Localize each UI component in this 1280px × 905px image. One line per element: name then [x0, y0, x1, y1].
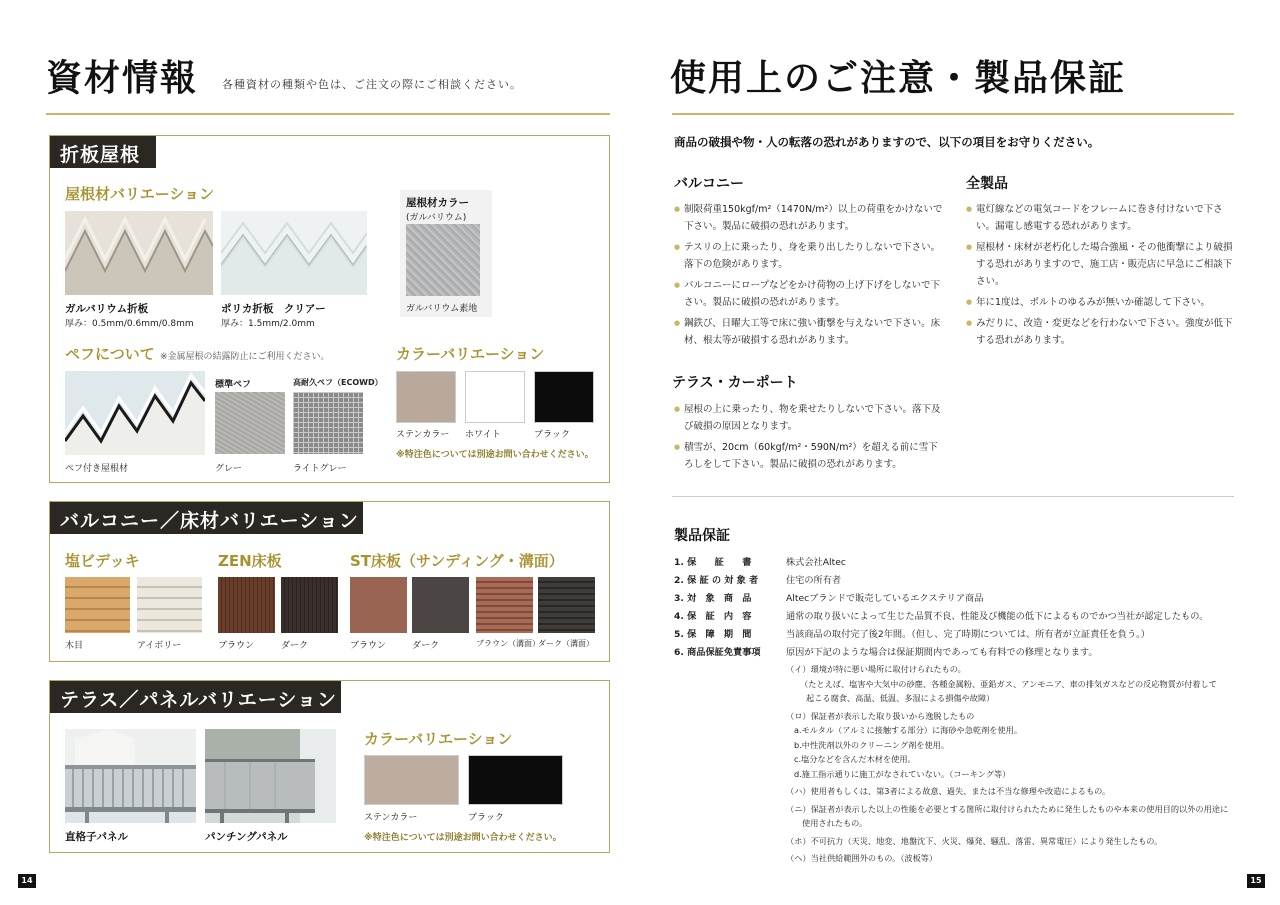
zen-brown-swatch	[218, 577, 275, 633]
panel-name: パンチングパネル	[205, 831, 288, 843]
caution-list	[674, 401, 946, 473]
caution-list	[674, 201, 946, 349]
exclusion-item: a.モルタル（アルミに接触する部分）に海砂や急乾剤を使用。	[794, 725, 1023, 735]
roof-variation-title: 屋根材バリエーション	[65, 185, 215, 203]
deck-wood-swatch	[65, 577, 130, 633]
black-color-swatch	[468, 755, 563, 805]
warranty-row	[674, 609, 1234, 625]
pef-caption: ライトグレー	[293, 464, 347, 474]
warranty-row	[674, 573, 1234, 589]
pef-top: 高耐久ペフ（ECOWD）	[293, 378, 383, 387]
warranty-title: 製品保証	[674, 528, 730, 544]
floor-group-title: ST床板（サンディング・溝面）	[350, 552, 564, 570]
warranty-table	[674, 555, 1234, 661]
warranty-row	[674, 627, 1234, 643]
exclusion-item: （ヘ）当社供給範囲外のもの。（波板等）	[786, 853, 938, 863]
section-divider	[672, 496, 1234, 497]
roof-color-sub: (ガルバリウム)	[406, 213, 467, 223]
warranty-value: 当該商品の取付完了後2年間。（但し、完了時期については、所有者が立証責任を負う。）	[786, 629, 1150, 640]
color-name: ステンカラー	[396, 430, 450, 440]
colorvar-title: カラーバリエーション	[396, 345, 545, 363]
caution-item: ● 屋根の上に乗ったり、物を乗せたりしないで下さい。落下及び破損の原因となります。	[674, 401, 946, 435]
page-title: 資材情報	[46, 58, 199, 99]
page-title: 使用上のご注意・製品保証	[670, 58, 1127, 99]
pef-title: ペフについて	[65, 345, 155, 363]
pef-top: 標準ペフ	[215, 380, 252, 390]
floor-group-title: 塩ビデッキ	[65, 552, 140, 570]
pef-note: ※金属屋根の結露防止にご利用ください。	[160, 352, 330, 362]
warranty-value: 通常の取り扱いによって生じた品質不良、性能及び機能の低下によるものでかつ当社が認定したもの。	[786, 611, 1209, 622]
st-dark-groove-swatch	[538, 577, 595, 633]
roof-color-caption: ガルバリウム素地	[406, 304, 478, 314]
lead-text: 商品の破損や物・人の転落の恐れがありますので、以下の項目をお守りください。	[674, 135, 1100, 149]
warranty-row	[674, 645, 1234, 661]
color-name: ブラック	[534, 430, 570, 440]
caution-title: テラス・カーポート	[672, 375, 798, 391]
section-header: 折板屋根	[50, 136, 156, 168]
warranty-value: Altecブランドで販売しているエクステリア商品	[786, 593, 984, 604]
roof-item-name: ガルバリウム折板	[65, 303, 149, 315]
st-brown-groove-swatch	[476, 577, 533, 633]
warranty-value: 住宅の所有者	[786, 575, 842, 586]
st-brown-swatch	[350, 577, 407, 633]
warranty-row	[674, 555, 1234, 571]
stain-color-swatch	[364, 755, 459, 805]
page-number: 14	[18, 874, 36, 888]
lattice-panel-photo	[65, 729, 196, 823]
warranty-row	[674, 591, 1234, 607]
exclusion-item: c.塩分などを含んだ木材を使用。	[794, 754, 916, 764]
white-color-swatch	[465, 371, 525, 423]
floor-caption: ブラウン	[218, 641, 255, 651]
page-number: 15	[1247, 874, 1265, 888]
pef-caption: ペフ付き屋根材	[65, 464, 129, 474]
pef-gray-swatch	[215, 392, 285, 454]
deck-ivory-swatch	[137, 577, 202, 633]
exclusion-item: 起こる腐食、高温、低温、多湿による損傷や故障）	[806, 693, 995, 703]
floor-caption: ダーク	[412, 641, 440, 651]
exclusion-item: b.中性洗剤以外のクリーニング剤を使用。	[794, 739, 950, 750]
title-divider	[46, 113, 610, 115]
color-name: ブラック	[468, 813, 504, 823]
galvalume-sheet-image	[65, 211, 213, 295]
floor-caption: ダーク	[281, 641, 309, 651]
balcony-section	[49, 501, 610, 662]
exclusion-item: （ハ）使用者もしくは、第3者による故意、過失、または不当な修理や改造によるもの。	[786, 786, 1111, 796]
terrace-section	[49, 680, 610, 853]
caution-item: ● 鋼鉄び、日曜大工等で床に強い衝撃を与えないで下さい。床材、根太等が破損する恐れがあります。	[674, 315, 946, 349]
warranty-key: 2. 保 証 の 対 象 者	[674, 575, 759, 586]
caution-item: ● 年に1度は、ボルトのゆるみが無いか確認して下さい。	[966, 294, 1236, 311]
special-note: ※特注色については別途お問い合わせください。	[364, 833, 562, 843]
galvalume-swatch	[406, 224, 480, 296]
pef-lightgray-swatch	[293, 392, 363, 454]
caution-item: ● みだりに、改造・変更などを行わないで下さい。強度が低下する恐れがあります。	[966, 315, 1236, 349]
st-dark-swatch	[412, 577, 469, 633]
title-divider	[672, 113, 1234, 115]
warranty-value: 株式会社Altec	[786, 557, 846, 568]
caution-item: ● テスリの上に乗ったり、身を乗り出したりしないで下さい。落下の危険があります。	[674, 239, 946, 273]
section-header: テラス／パネルバリエーション	[50, 681, 341, 713]
roof-color-panel	[400, 190, 492, 317]
caution-title: バルコニー	[674, 176, 744, 192]
roof-item-spec: 厚み：1.5mm/2.0mm	[221, 319, 315, 329]
floor-caption: ダーク（溝面）	[538, 639, 594, 648]
exclusion-item: （ニ）保証者が表示した以上の性能を必要とする箇所に取付けられたために発生したものや本来の使用目的以外の用途に	[786, 803, 1229, 814]
color-name: ステンカラー	[364, 813, 418, 823]
floor-caption: アイボリー	[137, 641, 182, 651]
stain-color-swatch	[396, 371, 456, 423]
pef-roof-image	[65, 371, 205, 455]
exclusion-item: d.施工指示通りに施工がなされていない。（コーキング等）	[794, 768, 1011, 779]
floor-group-title: ZEN床板	[218, 552, 282, 570]
warranty-key: 1. 保 証 書	[674, 557, 752, 568]
caution-item: ● 屋根材・床材が老朽化した場合強風・その他衝撃により破損する恐れがありますので、施工店・販売店に早急にご相談下さい。	[966, 239, 1236, 290]
caution-title: 全製品	[966, 176, 1008, 192]
warranty-key: 3. 対 象 商 品	[674, 593, 752, 604]
warranty-key: 4. 保 証 内 容	[674, 611, 752, 622]
color-name: ホワイト	[465, 430, 501, 440]
roof-item-spec: 厚み：0.5mm/0.6mm/0.8mm	[65, 319, 194, 329]
caution-list	[966, 201, 1236, 349]
caution-item: ● 制限荷重150kgf/m²（1470N/m²）以上の荷重をかけないで下さい。製品に破損の恐れがあります。	[674, 201, 946, 235]
floor-caption: 木目	[65, 641, 84, 651]
roof-section	[49, 135, 610, 483]
page-note: 各種資材の種類や色は、ご注文の際にご相談ください。	[222, 78, 522, 91]
floor-caption: ブラウン（溝面）	[476, 639, 540, 648]
zen-dark-swatch	[281, 577, 338, 633]
section-header: バルコニー／床材バリエーション	[50, 502, 363, 534]
exclusion-item: 使用されたもの。	[802, 818, 868, 828]
caution-item: ● 電灯線などの電気コードをフレームに巻き付けないで下さい。漏電し感電する恐れがあります。	[966, 201, 1236, 235]
exclusion-list	[786, 662, 1236, 866]
colorvar-title: カラーバリエーション	[364, 730, 513, 748]
exclusion-item: （イ）環境が特に悪い場所に取付けられたもの。	[786, 664, 966, 674]
warranty-key: 5. 保 障 期 間	[674, 629, 752, 640]
warranty-key: 6. 商品保証免責事項	[674, 647, 761, 658]
roof-item-name: ポリカ折板 クリアー	[221, 303, 326, 315]
panel-name: 直格子パネル	[65, 831, 128, 843]
polycarbonate-sheet-image	[221, 211, 367, 295]
special-note: ※特注色については別途お問い合わせください。	[396, 450, 594, 460]
floor-caption: ブラウン	[350, 641, 387, 651]
punching-panel-photo	[205, 729, 336, 823]
black-color-swatch	[534, 371, 594, 423]
warranty-value: 原因が下記のような場合は保証期間内であっても有料での修理となります。	[786, 647, 1098, 658]
exclusion-item: （ロ）保証者が表示した取り扱いから逸脱したもの	[786, 710, 975, 721]
pef-caption: グレー	[215, 464, 243, 474]
caution-item: ● 積雪が、20cm（60kgf/m²・590N/m²）を超える前に雪下ろしをして下さい。製品に破損の恐れがあります。	[674, 439, 946, 473]
exclusion-item: （ホ）不可抗力（天災、地変、地盤沈下、火災、爆発、騒乱、落雷、異常電圧）により発生したもの。	[786, 835, 1163, 846]
roof-color-title: 屋根材カラー	[406, 197, 469, 209]
caution-item: ● バルコニーにロープなどをかけ荷物の上げ下げをしないで下さい。製品に破損の恐れがあります。	[674, 277, 946, 311]
exclusion-item: （たとえば、塩害や大気中の砂塵、各種金属粉、亜鉛ガス、アンモニア、車の排気ガスなどの反応物質が付着して	[800, 678, 1217, 689]
